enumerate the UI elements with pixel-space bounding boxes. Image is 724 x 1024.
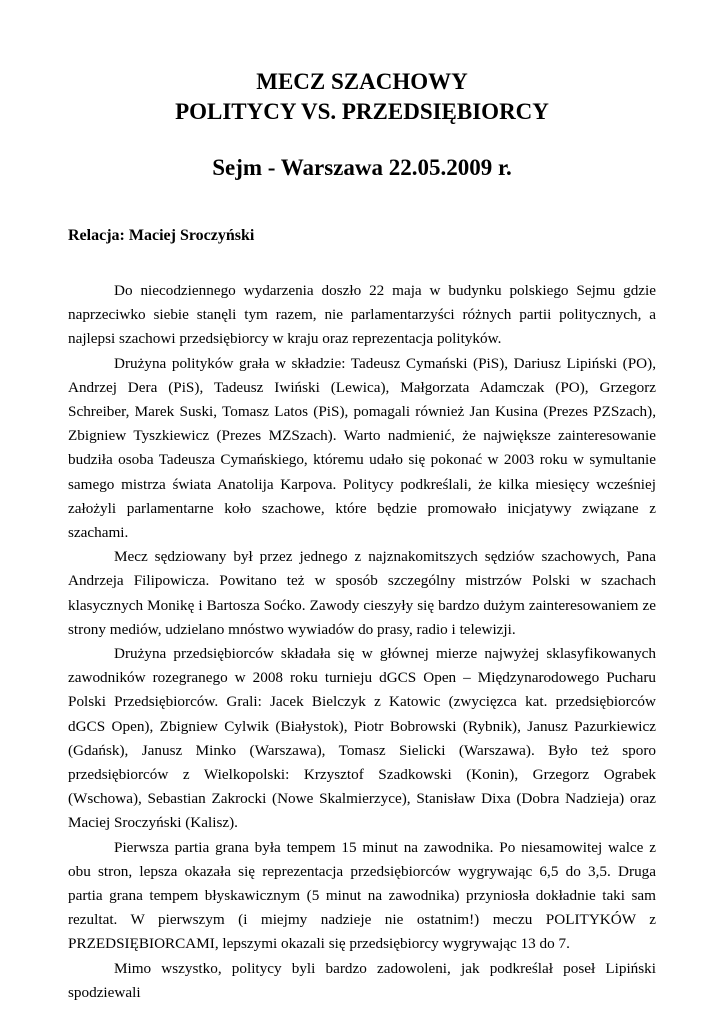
author-line: Relacja: Maciej Sroczyński — [68, 227, 255, 244]
title-line-2: POLITYCY VS. PRZEDSIĘBIORCY — [175, 99, 549, 124]
title-line-1: MECZ SZACHOWY — [256, 69, 468, 94]
paragraph: Mecz sędziowany był przez jednego z najznakomitszych sędziów szachowych, Pana Andrzeja Filipowicza. Powitano też w sposób szczególny mistrzów Polski w szachach klasycznych Monikę i Bartosza Soćko. Zawody cieszyły się bardzo dużym zainteresowaniem ze strony mediów, udzielano mnóstwo wywiadów do prasy, radio i telewizji. — [68, 548, 656, 638]
paragraph: Pierwsza partia grana była tempem 15 minut na zawodnika. Po niesamowitej walce z obu stron, lepsza okazała się reprezentacja przedsiębiorców wygrywając 6,5 do 3,5. Druga partia grana tempem błyskawicznym (5 minut na zawodnika) przyniosła dokładnie taki sam rezultat. W pierwszym (i miejmy nadzieje nie ostatnim!) meczu POLITYKÓW z PRZEDSIĘBIORCAMI, lepszymi okazali się przedsiębiorcy wygrywając 13 do 7. — [68, 838, 656, 953]
paragraph: Do niecodziennego wydarzenia doszło 22 maja w budynku polskiego Sejmu gdzie naprzeciwko siebie stanęli tym razem, nie parlamentarzyści różnych partii politycznych, a najlepsi szachowi przedsiębiorcy w kraju oraz reprezentacja polityków. — [68, 282, 656, 348]
subtitle-venue-date: Sejm - Warszawa 22.05.2009 r. — [212, 155, 512, 180]
paragraph: Mimo wszystko, politycy byli bardzo zadowoleni, jak podkreślał poseł Lipiński spodziewali — [68, 959, 656, 1001]
paragraph: Drużyna przedsiębiorców składała się w głównej mierze najwyżej sklasyfikowanych zawodników rozegranego w 2008 roku turnieju dGCS Open – Międzynarodowego Pucharu Polski Przedsiębiorców. Grali: Jacek Bielczyk z Katowic (zwycięzca kat. przedsiębiorców dGCS Open), Zbigniew Cylwik (Białystok), Piotr Bobrowski (Rybnik), Janusz Pazurkiewicz (Gdańsk), Janusz Minko (Warszawa), Tomasz Sielicki (Warszawa). Było też sporo przedsiębiorców z Wielkopolski: Krzysztof Szadkowski (Konin), Grzegorz Ograbek (Wschowa), Sebastian Zakrocki (Nowe Skalmierzyce), Stanisław Dixa (Dobra Nadzieja) oraz Maciej Sroczyński (Kalisz). — [68, 645, 656, 832]
article-body — [68, 279, 656, 1005]
paragraph: Drużyna polityków grała w składzie: Tadeusz Cymański (PiS), Dariusz Lipiński (PO), Andrzej Dera (PiS), Tadeusz Iwiński (Lewica), Małgorzata Adamczak (PO), Grzegorz Schreiber, Marek Suski, Tomasz Latos (PiS), pomagali również Jan Kusina (Prezes PZSzach), Zbigniew Tyszkiewicz (Prezes MZSzach). Warto nadmienić, że największe zainteresowanie budziła osoba Tadeusza Cymańskiego, któremu udało się pokonać w 2003 roku w symultanie samego mistrza świata Anatolija Karpova. Politycy podkreślali, że kilka miesięcy wcześniej założyli parlamentarne koło szachowe, które będzie promowało inicjatywy związane z szachami. — [68, 354, 656, 542]
